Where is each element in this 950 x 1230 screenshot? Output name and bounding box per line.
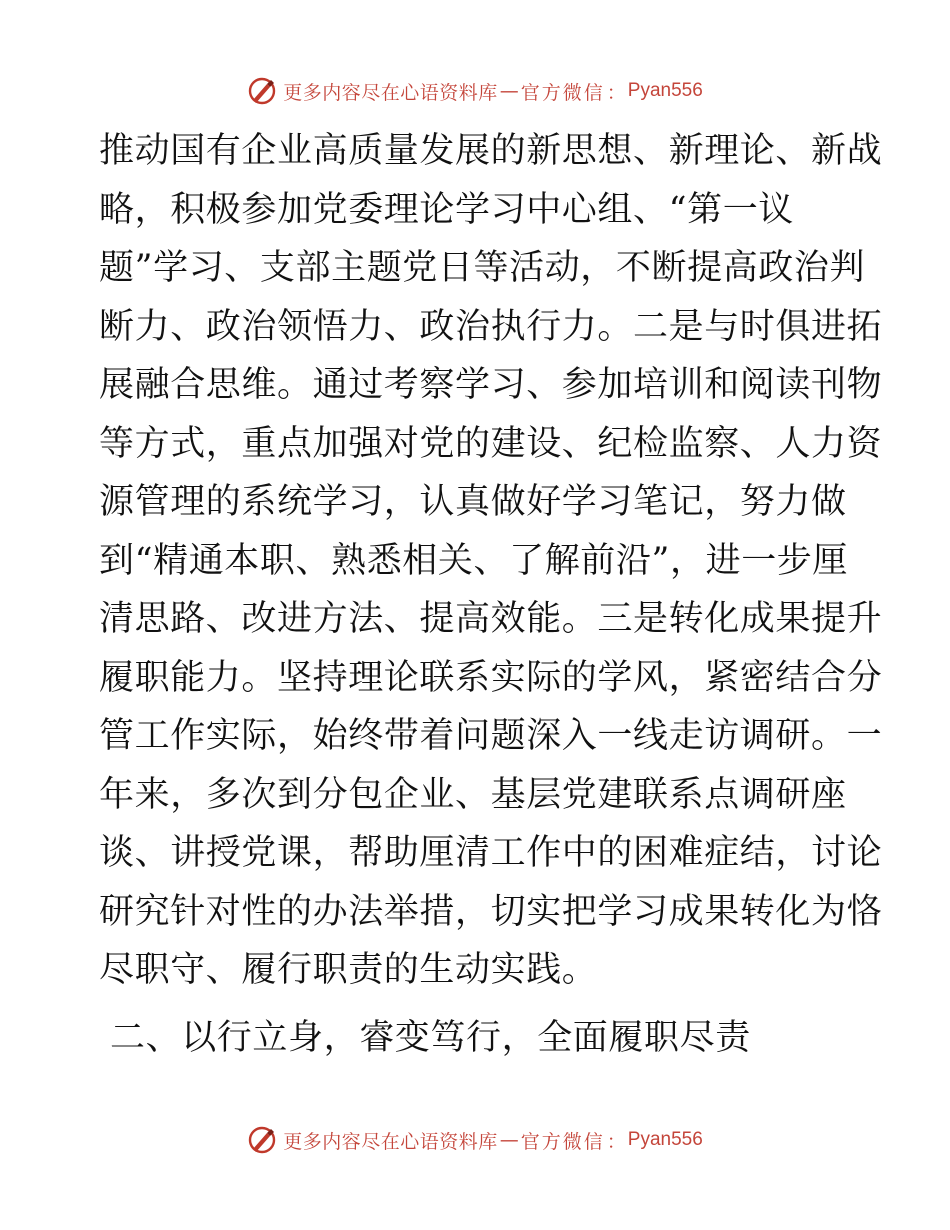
watermark-wechat-id: Pyan556 bbox=[627, 1129, 703, 1150]
paragraph-line: 清思路、改进方法、提高效能。三是转化成果提升 bbox=[99, 599, 883, 639]
pen-logo-icon bbox=[247, 76, 277, 106]
section-heading: 二、以行立身，睿变笃行，全面履职尽责 bbox=[110, 1018, 751, 1058]
paragraph-line: 尽职守、履行职责的生动实践。 bbox=[99, 950, 598, 990]
paragraph-line: 年来，多次到分包企业、基层党建联系点调研座 bbox=[99, 774, 847, 815]
document-body bbox=[99, 122, 883, 1000]
watermark-colon: ： bbox=[606, 1130, 626, 1153]
watermark-dash: — bbox=[499, 1129, 519, 1151]
paragraph-line: 研究针对性的办法举措，切实把学习成果转化为恪 bbox=[99, 891, 883, 932]
paragraph-line: 略，积极参加党委理论学习中心组、“第一议 bbox=[99, 189, 794, 230]
pen-logo-icon bbox=[247, 1125, 277, 1155]
paragraph-line: 推动国有企业高质量发展的新思想、新理论、新战 bbox=[99, 131, 883, 171]
paragraph-line: 履职能力。坚持理论联系实际的学风，紧密结合分 bbox=[99, 657, 883, 698]
paragraph-line: 展融合思维。通过考察学习、参加培训和阅读刊物 bbox=[99, 365, 883, 405]
paragraph-line: 等方式，重点加强对党的建设、纪检监察、人力资 bbox=[99, 423, 883, 464]
footer-watermark bbox=[0, 1123, 950, 1157]
watermark-official-label: 官方微信 bbox=[520, 1130, 605, 1153]
paragraph-line: 题”学习、支部主题党日等活动，不断提高政治判 bbox=[99, 248, 866, 288]
paragraph-line: 断力、政治领悟力、政治执行力。二是与时俱进拓 bbox=[99, 306, 883, 347]
watermark-name: 更多内容尽在心语资料库 bbox=[283, 1130, 498, 1153]
watermark-official-label: 官方微信 bbox=[520, 81, 605, 104]
header-watermark bbox=[0, 74, 950, 108]
paragraph-line: 源管理的系统学习，认真做好学习笔记，努力做 bbox=[99, 482, 847, 522]
paragraph-line: 谈、讲授党课，帮助厘清工作中的困难症结，讨论 bbox=[99, 833, 883, 873]
watermark-name: 更多内容尽在心语资料库 bbox=[283, 81, 498, 104]
paragraph-line: 管工作实际，始终带着问题深入一线走访调研。一 bbox=[99, 716, 883, 756]
watermark-colon: ： bbox=[606, 81, 626, 104]
watermark-dash: — bbox=[499, 80, 519, 102]
watermark-wechat-id: Pyan556 bbox=[627, 80, 703, 101]
paragraph-line: 到“精通本职、熟悉相关、了解前沿”，进一步厘 bbox=[99, 540, 848, 581]
